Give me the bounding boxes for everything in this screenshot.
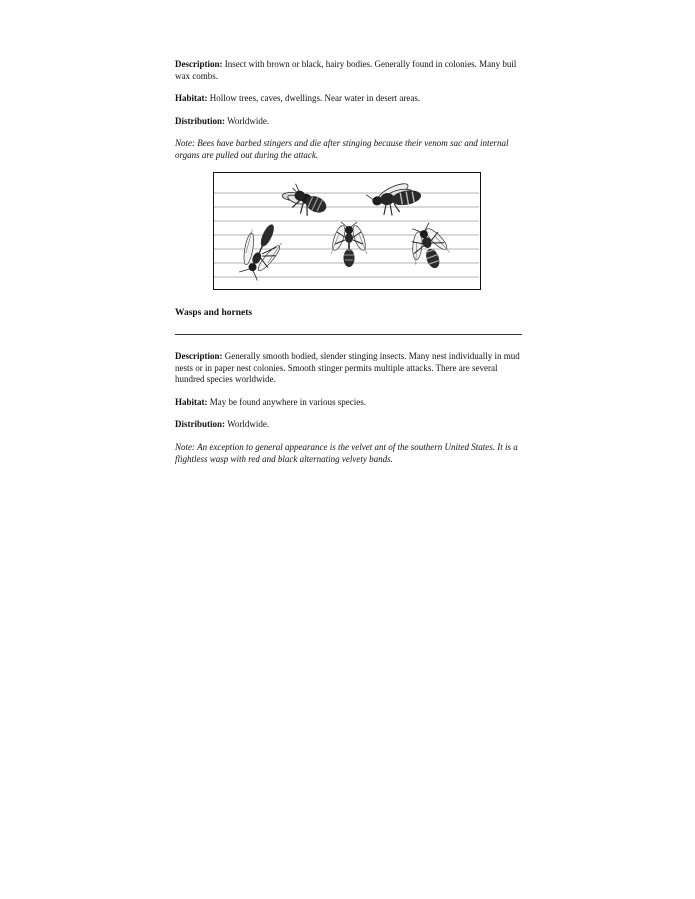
- wasps-distribution-label: Distribution:: [175, 419, 226, 429]
- bees-habitat-label: Habitat:: [175, 93, 208, 103]
- bees-distribution-label: Distribution:: [175, 116, 226, 126]
- wasp-icon: [330, 222, 368, 267]
- wasp-icon: [231, 216, 290, 284]
- bees-distribution: [175, 116, 525, 128]
- insect-illustration: [213, 172, 481, 290]
- bees-habitat: [175, 93, 525, 105]
- wasps-heading: Wasps and hornets: [175, 308, 253, 318]
- hornet-icon: [365, 178, 424, 219]
- bees-description: [175, 59, 525, 82]
- wasps-note: Note: An exception to general appearance is the velvet ant of the southern United States. It is a flightless wasp with red and black alternating velvety bands.: [175, 442, 518, 464]
- bees-habitat-text: Hollow trees, caves, dwellings. Near water in desert areas.: [209, 93, 421, 103]
- bees-note: Note: Bees have barbed stingers and die after stinging because their venom sac and internal organs are pulled out during the attack.: [175, 138, 509, 160]
- section-divider: [175, 334, 522, 335]
- bees-description-label: Description:: [175, 59, 223, 69]
- wasp-icon: [402, 219, 455, 275]
- wasps-habitat-text: May be found anywhere in various species.: [209, 397, 366, 407]
- bee-icon: [277, 180, 330, 222]
- bees-description-text: Insect with brown or black, hairy bodies. Generally found in colonies. Many buil wax combs.: [175, 59, 517, 81]
- wasps-distribution: [175, 419, 525, 431]
- wasps-description: [175, 351, 527, 386]
- wasps-description-label: Description:: [175, 351, 223, 361]
- wasps-description-text: Generally smooth bodied, slender stinging insects. Many nest individually in mud nests or in paper nest colonies. Smooth stinger permits multiple attacks. There are several hundred species worldwide.: [175, 351, 520, 384]
- wasps-habitat: [175, 397, 525, 409]
- wasps-distribution-text: Worldwide.: [227, 419, 270, 429]
- bees-distribution-text: Worldwide.: [227, 116, 270, 126]
- wasps-habitat-label: Habitat:: [175, 397, 208, 407]
